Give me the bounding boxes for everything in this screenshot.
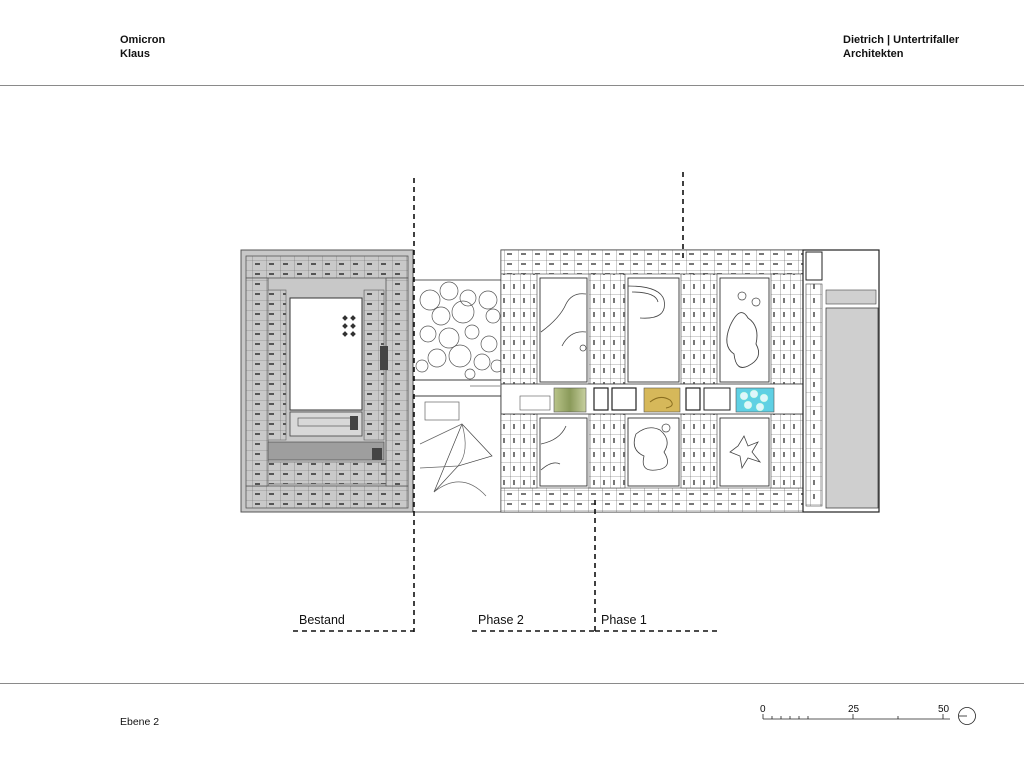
architect-line-2: Architekten [843,48,904,60]
scale-tick-50: 50 [938,704,950,715]
existing-building [241,250,413,512]
scale-tick-25: 25 [848,704,860,715]
new-building [501,250,803,512]
phase-label-existing: Bestand [299,613,345,627]
architect-line-1: Dietrich | Untertrifaller [843,34,960,46]
client-line-2: Klaus [120,48,150,60]
phase-label-phase1: Phase 1 [601,613,647,627]
scale-bar [760,704,976,725]
east-wing [803,250,879,512]
client-line-1: Omicron [120,34,166,46]
scale-tick-0: 0 [760,704,766,715]
garden-link [413,280,503,512]
level-label: Ebene 2 [120,716,160,728]
phase-label-phase2: Phase 2 [478,613,524,627]
